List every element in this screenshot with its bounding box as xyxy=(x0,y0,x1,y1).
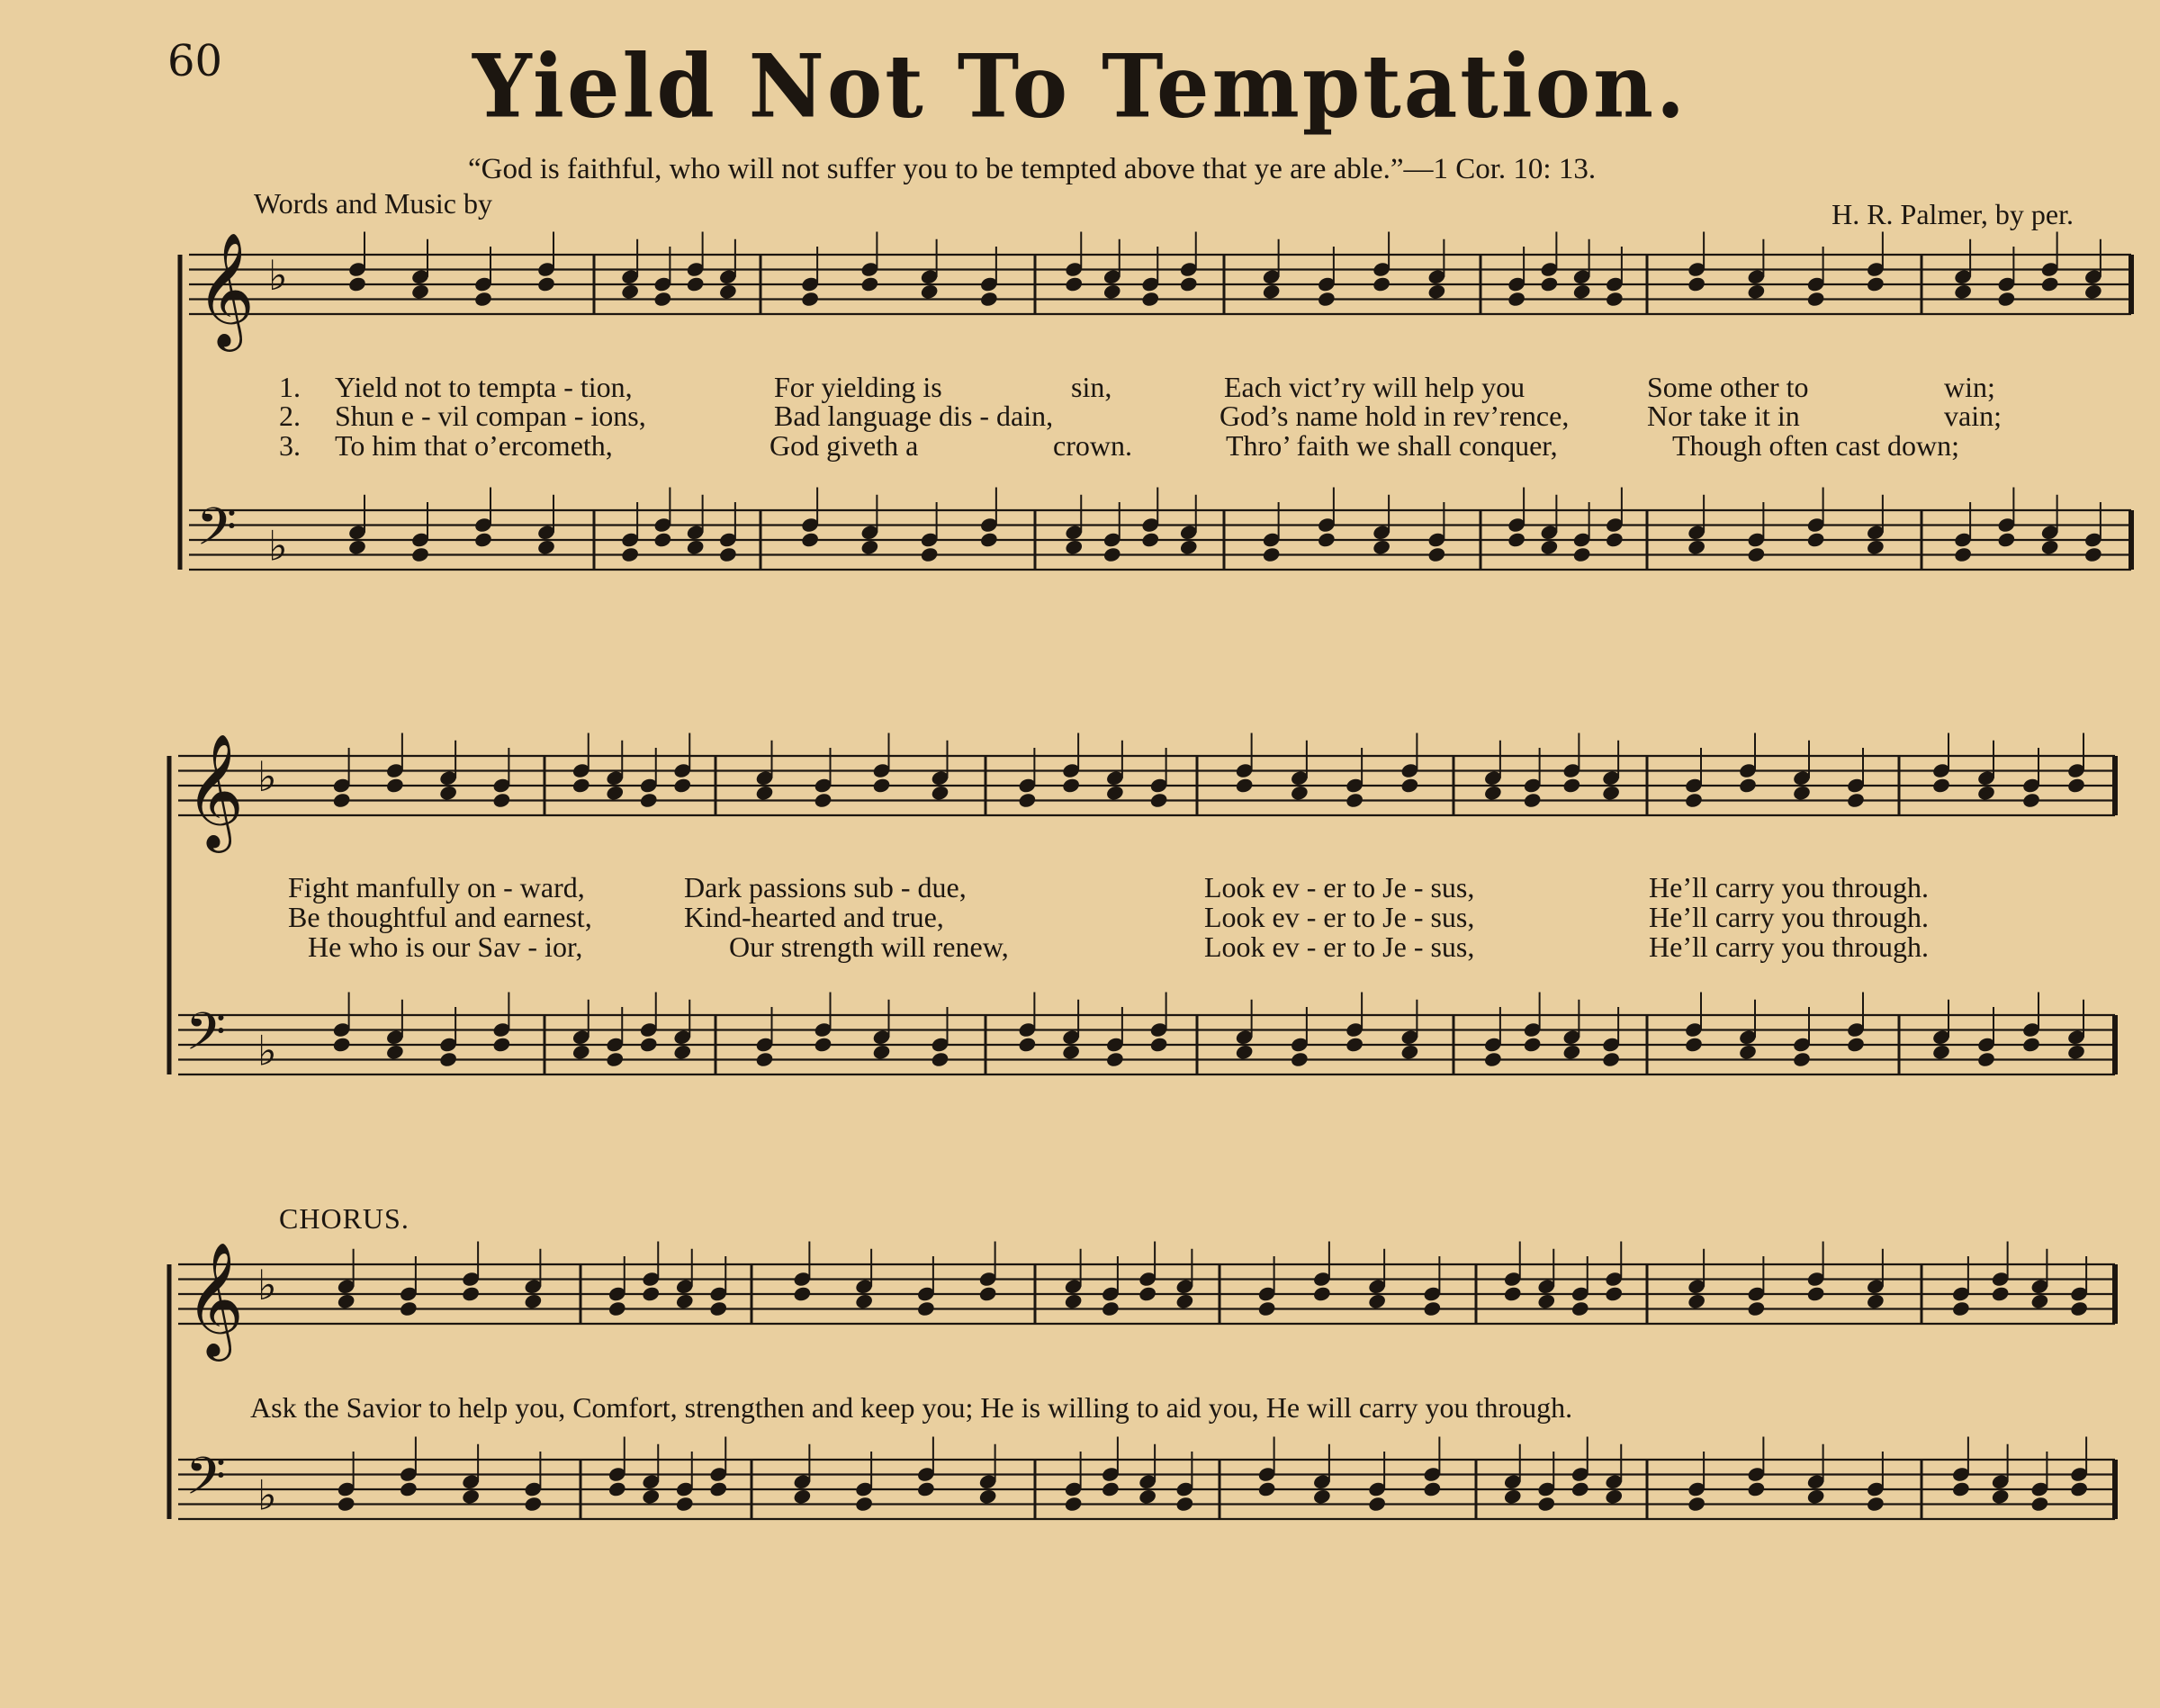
note-head xyxy=(2069,1300,2089,1317)
note-head xyxy=(1605,531,1624,548)
treble-clef-icon: 𝄞 xyxy=(196,231,256,346)
note-head xyxy=(461,1488,481,1506)
note-head xyxy=(708,1300,728,1317)
lyric: Thro’ faith we shall conquer, xyxy=(1226,429,1558,462)
note-head xyxy=(1102,546,1122,563)
note-head xyxy=(854,1496,874,1513)
lyric: Each vict’ry will help you xyxy=(1224,371,1526,403)
note-head xyxy=(1400,777,1420,794)
note-head xyxy=(1806,531,1826,548)
note-head xyxy=(639,1036,659,1053)
note-head xyxy=(2066,777,2086,794)
note-head xyxy=(524,1293,544,1310)
note-head xyxy=(1018,792,1038,809)
note-head xyxy=(672,1044,692,1061)
note-head xyxy=(1179,275,1199,292)
note-head xyxy=(2021,792,2041,809)
note-head xyxy=(872,777,892,794)
note-head xyxy=(572,1044,591,1061)
note-head xyxy=(1175,1496,1195,1513)
note-head xyxy=(1503,1488,1523,1506)
note-head xyxy=(492,1036,512,1053)
note-head xyxy=(1806,1285,1826,1302)
lyric: For yielding is xyxy=(774,371,942,403)
note-head xyxy=(1991,1488,2011,1506)
note-head xyxy=(686,539,706,556)
bass-clef-icon: 𝄢 xyxy=(196,496,238,571)
note-head xyxy=(1138,1285,1157,1302)
note-head xyxy=(653,531,673,548)
note-head xyxy=(718,546,738,563)
note-head xyxy=(332,1036,352,1053)
lyric: Our strength will renew, xyxy=(729,930,1009,963)
note-head xyxy=(410,283,430,301)
note-head xyxy=(872,1044,892,1061)
note-head xyxy=(1931,777,1951,794)
note-head xyxy=(1064,539,1084,556)
note-head xyxy=(1262,546,1282,563)
note-head xyxy=(572,777,591,794)
note-head xyxy=(708,1480,728,1497)
note-head xyxy=(755,1051,775,1068)
note-head xyxy=(399,1300,418,1317)
note-head xyxy=(605,1051,625,1068)
note-head xyxy=(1601,785,1621,802)
note-head xyxy=(1562,1044,1582,1061)
note-head xyxy=(1997,291,2017,308)
note-head xyxy=(1738,1044,1758,1061)
lyric: He’ll carry you through. xyxy=(1649,901,1930,933)
lyric: crown. xyxy=(1053,429,1132,462)
note-head xyxy=(1846,1036,1866,1053)
lyric: Look ev - er to Je - sus, xyxy=(1204,871,1475,903)
note-head xyxy=(1101,1480,1120,1497)
note-head xyxy=(1483,785,1503,802)
note-head xyxy=(1061,1044,1081,1061)
lyric: Fight manfully on - ward, xyxy=(288,871,585,903)
lyric: Some other to xyxy=(1647,371,1809,403)
verse-number-3: 3. xyxy=(279,429,301,462)
note-head xyxy=(1976,1051,1996,1068)
note-head xyxy=(1367,1496,1387,1513)
note-head xyxy=(1605,291,1624,308)
note-head xyxy=(978,1488,998,1506)
note-head xyxy=(620,546,640,563)
note-head xyxy=(1175,1293,1195,1310)
lyric: To him that o’ercometh, xyxy=(335,429,613,462)
note-head xyxy=(978,1285,998,1302)
note-head xyxy=(653,291,673,308)
note-head xyxy=(332,792,352,809)
note-head xyxy=(1866,539,1886,556)
note-head xyxy=(639,792,659,809)
note-head xyxy=(1953,283,1973,301)
note-head xyxy=(1372,539,1391,556)
note-head xyxy=(793,1488,813,1506)
note-head xyxy=(1570,1300,1590,1317)
note-head xyxy=(399,1480,418,1497)
note-head xyxy=(1604,1488,1624,1506)
note-head xyxy=(1064,275,1084,292)
note-head xyxy=(1061,777,1081,794)
verse-number-1: 1. xyxy=(279,371,301,403)
note-head xyxy=(641,1488,661,1506)
note-head xyxy=(672,777,692,794)
note-head xyxy=(1018,1036,1038,1053)
flat-sign-icon: ♭ xyxy=(257,1026,277,1075)
note-head xyxy=(1572,546,1592,563)
note-head xyxy=(536,275,556,292)
note-head xyxy=(2084,546,2103,563)
note-head xyxy=(1507,531,1526,548)
note-head xyxy=(755,785,775,802)
note-head xyxy=(1312,1285,1332,1302)
note-head xyxy=(1102,283,1122,301)
note-head xyxy=(979,531,999,548)
credit-composer: H. R. Palmer, by per. xyxy=(1832,198,2074,230)
note-head xyxy=(2084,283,2103,301)
epigraph: “God is faithful, who will not suffer you to be tempted above that ye are able.”—1 Cor. 10: 13. xyxy=(468,153,1597,185)
note-head xyxy=(931,1051,950,1068)
note-head xyxy=(1423,1300,1443,1317)
note-head xyxy=(800,531,820,548)
note-head xyxy=(608,1300,627,1317)
note-head xyxy=(2030,1496,2050,1513)
credit-words-music: Words and Music by xyxy=(254,187,492,220)
note-head xyxy=(675,1496,695,1513)
page-number: 60 xyxy=(167,36,223,86)
lyric: Though often cast down; xyxy=(1672,429,1960,462)
note-head xyxy=(536,539,556,556)
note-head xyxy=(814,792,833,809)
note-head xyxy=(438,1051,458,1068)
lyric: God’s name hold in rev’rence, xyxy=(1220,400,1570,432)
note-head xyxy=(1138,1488,1157,1506)
lyric: Look ev - er to Je - sus, xyxy=(1204,930,1475,963)
note-head xyxy=(473,291,493,308)
note-head xyxy=(979,291,999,308)
note-head xyxy=(1262,283,1282,301)
note-head xyxy=(1140,531,1160,548)
note-head xyxy=(385,777,405,794)
note-head xyxy=(1953,546,1973,563)
note-head xyxy=(1747,1300,1767,1317)
note-head xyxy=(1400,1044,1420,1061)
note-head xyxy=(1257,1480,1277,1497)
note-head xyxy=(1604,1285,1624,1302)
flat-sign-icon: ♭ xyxy=(257,1470,277,1520)
bass-clef-icon: 𝄢 xyxy=(185,1445,227,1520)
note-head xyxy=(1931,1044,1951,1061)
lyric: Shun e - vil compan - ions, xyxy=(335,400,646,432)
lyric: He who is our Sav - ior, xyxy=(308,930,583,963)
note-head xyxy=(1866,1496,1886,1513)
note-head xyxy=(1105,785,1125,802)
note-head xyxy=(1976,785,1996,802)
note-head xyxy=(686,275,706,292)
note-head xyxy=(920,546,940,563)
note-head xyxy=(1536,1293,1556,1310)
chorus-label: CHORUS. xyxy=(279,1202,410,1235)
note-head xyxy=(347,539,367,556)
note-head xyxy=(1317,291,1336,308)
note-head xyxy=(337,1496,356,1513)
note-head xyxy=(1684,792,1704,809)
note-head xyxy=(916,1300,936,1317)
note-head xyxy=(620,283,640,301)
note-head xyxy=(337,1293,356,1310)
flat-sign-icon: ♭ xyxy=(257,1261,277,1309)
note-head xyxy=(347,275,367,292)
note-head xyxy=(2021,1036,2041,1053)
note-head xyxy=(860,539,880,556)
note-head xyxy=(1372,275,1391,292)
lyric: sin, xyxy=(1071,371,1112,403)
note-head xyxy=(1806,291,1826,308)
note-head xyxy=(1507,291,1526,308)
note-head xyxy=(718,283,738,301)
note-head xyxy=(1235,777,1255,794)
treble-clef-icon: 𝄞 xyxy=(185,733,245,848)
note-head xyxy=(2066,1044,2086,1061)
lyric: vain; xyxy=(1944,400,2002,432)
note-head xyxy=(675,1293,695,1310)
note-head xyxy=(385,1044,405,1061)
note-head xyxy=(860,275,880,292)
note-head xyxy=(1562,777,1582,794)
note-head xyxy=(1747,283,1767,301)
lyric: He’ll carry you through. xyxy=(1649,930,1930,963)
note-head xyxy=(1367,1293,1387,1310)
note-head xyxy=(438,785,458,802)
note-head xyxy=(1179,539,1199,556)
note-head xyxy=(1866,275,1886,292)
note-head xyxy=(461,1285,481,1302)
note-head xyxy=(1290,785,1310,802)
lyric: Be thoughtful and earnest, xyxy=(288,901,592,933)
note-head xyxy=(1235,1044,1255,1061)
note-head xyxy=(1570,1480,1590,1497)
flat-sign-icon: ♭ xyxy=(268,251,288,300)
note-head xyxy=(1483,1051,1503,1068)
verse-number-2: 2. xyxy=(279,400,301,432)
note-head xyxy=(2069,1480,2089,1497)
note-head xyxy=(1991,1285,2011,1302)
note-head xyxy=(1792,785,1812,802)
lyric: Dark passions sub - due, xyxy=(684,871,967,903)
note-head xyxy=(1687,275,1706,292)
note-head xyxy=(916,1480,936,1497)
note-head xyxy=(1540,275,1560,292)
note-head xyxy=(1687,1496,1706,1513)
note-head xyxy=(1290,1051,1310,1068)
note-head xyxy=(814,1036,833,1053)
note-head xyxy=(1951,1300,1971,1317)
note-head xyxy=(1523,1036,1543,1053)
note-head xyxy=(1951,1480,1971,1497)
note-head xyxy=(1345,792,1364,809)
note-head xyxy=(1064,1293,1084,1310)
lyric: Nor take it in xyxy=(1647,400,1800,432)
lyric: Bad language dis - dain, xyxy=(774,400,1054,432)
flat-sign-icon: ♭ xyxy=(257,752,277,801)
note-head xyxy=(1149,792,1169,809)
note-head xyxy=(1540,539,1560,556)
note-head xyxy=(1312,1488,1332,1506)
note-head xyxy=(1064,1496,1084,1513)
note-head xyxy=(1687,539,1706,556)
note-head xyxy=(1684,1036,1704,1053)
bass-clef-icon: 𝄢 xyxy=(185,1001,227,1075)
note-head xyxy=(1738,777,1758,794)
note-head xyxy=(605,785,625,802)
note-head xyxy=(492,792,512,809)
note-head xyxy=(1601,1051,1621,1068)
note-head xyxy=(1523,792,1543,809)
note-head xyxy=(1317,531,1336,548)
note-head xyxy=(1792,1051,1812,1068)
lyric: Look ev - er to Je - sus, xyxy=(1204,901,1475,933)
lyric: Kind-hearted and true, xyxy=(684,901,944,933)
lyric: God giveth a xyxy=(770,429,919,462)
lyric: Yield not to tempta - tion, xyxy=(335,371,633,403)
note-head xyxy=(410,546,430,563)
note-head xyxy=(2040,275,2060,292)
note-head xyxy=(1140,291,1160,308)
treble-clef-icon: 𝄞 xyxy=(185,1241,245,1356)
flat-sign-icon: ♭ xyxy=(268,521,288,571)
note-head xyxy=(524,1496,544,1513)
note-head xyxy=(2030,1293,2050,1310)
note-head xyxy=(1503,1285,1523,1302)
note-head xyxy=(1427,546,1447,563)
note-head xyxy=(1427,283,1447,301)
note-head xyxy=(1536,1496,1556,1513)
note-head xyxy=(2040,539,2060,556)
note-head xyxy=(1687,1293,1706,1310)
note-head xyxy=(920,283,940,301)
note-head xyxy=(1149,1036,1169,1053)
note-head xyxy=(1747,546,1767,563)
note-head xyxy=(1846,792,1866,809)
note-head xyxy=(1105,1051,1125,1068)
note-head xyxy=(1101,1300,1120,1317)
note-head xyxy=(1423,1480,1443,1497)
note-head xyxy=(854,1293,874,1310)
note-head xyxy=(1747,1480,1767,1497)
hymn-title: Yield Not To Temptation. xyxy=(472,35,1688,138)
lyric: He’ll carry you through. xyxy=(1649,871,1930,903)
note-head xyxy=(1806,1488,1826,1506)
note-head xyxy=(641,1285,661,1302)
note-head xyxy=(1257,1300,1277,1317)
note-head xyxy=(1345,1036,1364,1053)
lyric: Ask the Savior to help you, Comfort, strengthen and keep you; He is willing to aid you, He will carry you through. xyxy=(250,1391,1573,1424)
note-head xyxy=(1572,283,1592,301)
note-head xyxy=(931,785,950,802)
note-head xyxy=(473,531,493,548)
lyric: win; xyxy=(1944,371,1995,403)
note-head xyxy=(800,291,820,308)
note-head xyxy=(1997,531,2017,548)
note-head xyxy=(1866,1293,1886,1310)
note-head xyxy=(793,1285,813,1302)
note-head xyxy=(608,1480,627,1497)
